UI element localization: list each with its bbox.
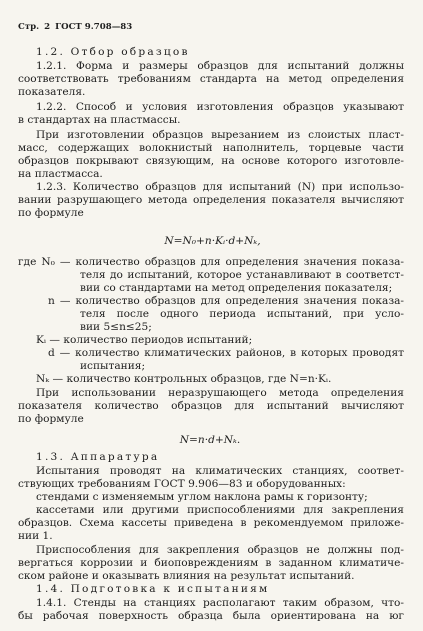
text-line: При использовании неразрушающего метода определения: [36, 387, 404, 399]
text-line: показателя.: [18, 86, 86, 98]
text-line: по формуле: [18, 207, 84, 219]
text-line: соответствовать требованиям стандарта на метод определения: [18, 73, 404, 85]
standard-number: ГОСТ 9.708—83: [55, 22, 133, 32]
text-line: на пластмасса.: [18, 168, 103, 180]
text-line: образцов. Схема кассеты приведена в рекомендуемом приложе-: [18, 517, 404, 529]
text-line: n — количество образцов для определения значения показа-: [48, 295, 404, 307]
formula: N=n·d+Nₖ.: [179, 434, 241, 446]
text-line: Nₖ — количество контрольных образцов, где N=n·Kᵢ.: [36, 373, 332, 385]
text-line: 1.2.2. Способ и условия изготовления образцов указывают: [36, 101, 404, 113]
formula: N=N₀+n·Kᵢ·d+Nₖ,: [164, 235, 261, 247]
text-line: стендами с изменяемым углом наклона рамы к горизонту;: [36, 491, 368, 503]
text-line: кассетами или другими приспособлениями для закрепления: [36, 504, 404, 516]
text-line: При изготовлении образцов вырезанием из слоистых пласт-: [36, 129, 404, 141]
text-line: 1.2.1. Форма и размеры образцов для испытаний должны: [36, 60, 404, 72]
text-line: ском районе и оказывать влияния на результат испытаний.: [18, 570, 355, 582]
text-line: показателя количество образцов для испытаний вычисляют: [18, 400, 404, 412]
text-line: теля после одного периода испытаний, при усло-: [80, 308, 404, 320]
text-line: где N₀ — количество образцов для определения значения показа-: [18, 256, 404, 268]
text-line: масс, содержащих волокнистый наполнитель, торцевые части: [18, 142, 404, 154]
text-line: испытания;: [80, 360, 146, 372]
text-line: d — количество климатических районов, в которых проводят: [48, 347, 404, 359]
text-line: ствующих требованиям ГОСТ 9.906—83 и оборудованных:: [18, 478, 346, 490]
text-line: Приспособления для закрепления образцов не должны под-: [36, 544, 404, 556]
page-header: [18, 22, 137, 32]
text-line: образцов покрывают связующим, на основе которого изготовле-: [18, 155, 404, 167]
text-line: Испытания проводят на климатических станциях, соответ-: [36, 465, 404, 477]
text-line: бы рабочая поверхность образца была ориентирована на юг: [18, 610, 404, 622]
text-line: теля до испытаний, которое устанавливают в соответст-: [80, 269, 404, 281]
text-line: в стандартах на пластмассы.: [18, 114, 181, 126]
text-line: по формуле: [18, 413, 84, 425]
text-line: вании разрушающего метода определения показателя вычисляют: [18, 194, 404, 206]
text-line: 1.4.1. Стенды на станциях располагают таким образом, что-: [36, 597, 404, 609]
page-number: 2: [44, 22, 51, 32]
text-line: нии 1.: [18, 530, 53, 542]
text-line: 1.2.3. Количество образцов для испытаний (N) при использо-: [36, 181, 404, 193]
page-label: Стр.: [18, 22, 40, 32]
section-heading: 1.4. Подготовка к испытаниям: [36, 583, 270, 595]
text-line: вии со стандартами на метод определения показателя;: [80, 282, 393, 294]
section-heading: 1.3. Аппаратура: [36, 451, 160, 463]
text-line: вергаться коррозии и биоповреждениям в заданном климатиче-: [18, 557, 404, 569]
section-heading: 1.2. Отбор образцов: [36, 46, 190, 58]
text-line: вии 5≤n≤25;: [80, 321, 152, 333]
text-line: Kᵢ — количество периодов испытаний;: [36, 334, 253, 346]
